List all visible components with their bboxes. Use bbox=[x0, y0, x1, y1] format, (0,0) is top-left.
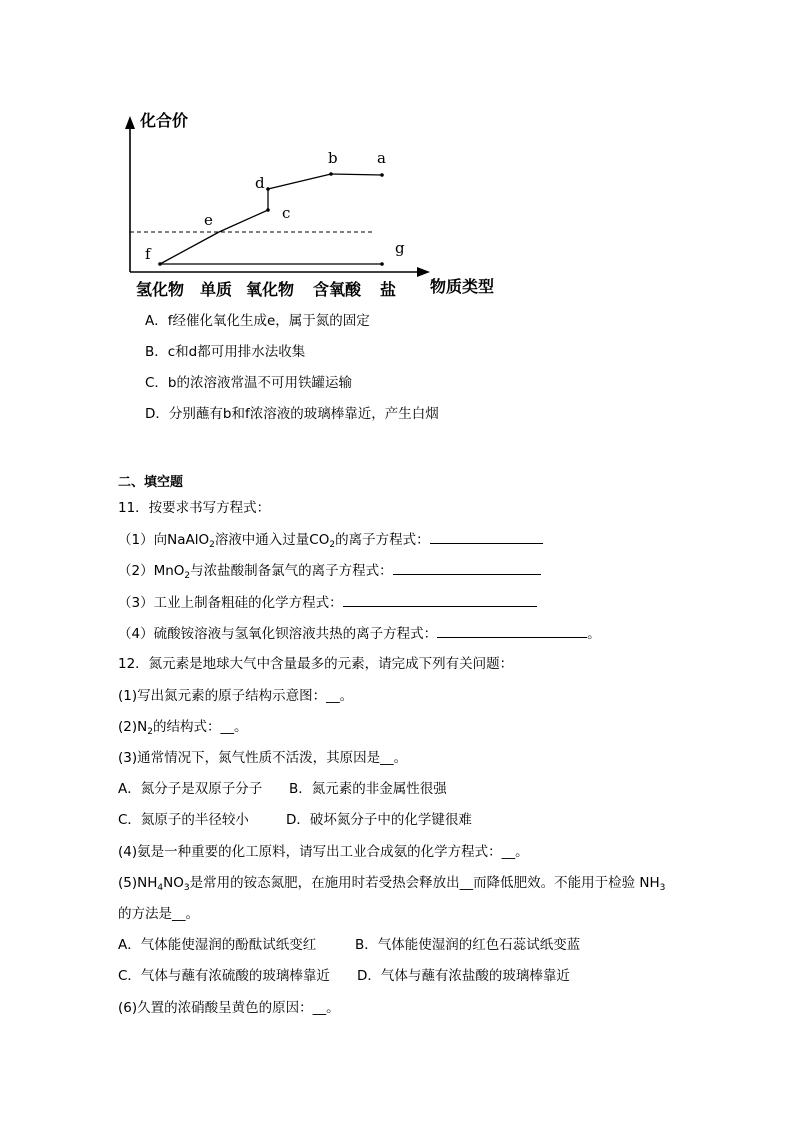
y-axis-label: 化合价 bbox=[140, 111, 189, 130]
q12-part-1: (1)写出氮元素的原子结构示意图：__。 bbox=[118, 688, 354, 704]
point-b bbox=[329, 172, 333, 176]
line-d-b bbox=[268, 174, 331, 189]
q10-option-c: C．b的浓溶液常温不可用铁罐运输 bbox=[145, 375, 352, 391]
q10-option-d: D．分别蘸有b和f浓溶液的玻璃棒靠近，产生白烟 bbox=[145, 406, 439, 422]
q12-p3-option-a: A．氮分子是双原子分子 bbox=[118, 781, 263, 797]
category-hydride: 氢化物 bbox=[136, 280, 185, 299]
x-axis-label: 物质类型 bbox=[430, 277, 495, 296]
q12-p5-option-a: A．气体能使湿润的酚酞试纸变红 bbox=[118, 937, 317, 953]
q12-p3-option-b: B．氮元素的非金属性很强 bbox=[289, 781, 447, 797]
q12-p5-option-d: D．气体与蘸有浓盐酸的玻璃棒靠近 bbox=[357, 968, 570, 984]
diagram-point-label-b: b bbox=[328, 149, 338, 167]
q11-part-4: （4）硫酸铵溶液与氢氧化钡溶液共热的离子方程式： 。 bbox=[118, 623, 601, 644]
category-salt: 盐 bbox=[380, 280, 397, 299]
q11-part-1: （1）向NaAlO$_2$溶液中通入过量$CO_2$的离子方程式： bbox=[118, 529, 543, 555]
diagram-point-label-c: c bbox=[282, 204, 291, 222]
diagram-point-label-g: g bbox=[395, 239, 405, 257]
line-e-c bbox=[219, 210, 268, 232]
q12-part-6: (6)久置的浓硝酸呈黄色的原因：__。 bbox=[118, 1000, 340, 1016]
q12-part-5: $(5)NH_4NO_3$是常用的铵态氮肥，在施用时若受热会释放出__而降低肥效。不能用于检验 $NH_3$ bbox=[118, 875, 666, 893]
point-d bbox=[266, 187, 270, 191]
answer-blank[interactable] bbox=[437, 623, 587, 638]
section-title: 二、填空题 bbox=[118, 475, 184, 490]
point-a bbox=[380, 173, 384, 177]
category-oxide: 氧化物 bbox=[246, 280, 295, 299]
q12-part-5-line-2: 的方法是__。 bbox=[118, 906, 199, 922]
q12-p5-option-b: B．气体能使湿润的红色石蕊试纸变蓝 bbox=[355, 937, 581, 953]
point-f bbox=[158, 262, 162, 266]
answer-blank[interactable] bbox=[343, 592, 537, 607]
q12-part-2: $(2)N_2$的结构式：__。 bbox=[118, 719, 248, 737]
line-b-a bbox=[331, 174, 382, 175]
point-c bbox=[266, 208, 270, 212]
q12-stem: 12．氮元素是地球大气中含量最多的元素，请完成下列有关问题： bbox=[118, 656, 514, 672]
diagram-point-label-e: e bbox=[204, 211, 213, 229]
diagram-point-label-a: a bbox=[377, 149, 386, 167]
category-oxyacid: 含氧酸 bbox=[313, 280, 362, 299]
q12-p3-option-c: C．氮原子的半径较小 bbox=[118, 812, 249, 828]
diagram-point-label-d: d bbox=[255, 174, 265, 192]
q11-stem: 11．按要求书写方程式： bbox=[118, 500, 271, 516]
y-axis-arrow bbox=[125, 116, 135, 129]
q10-option-b: B．c和d都可用排水法收集 bbox=[145, 344, 306, 360]
q12-p5-option-c: C．气体与蘸有浓硫酸的玻璃棒靠近 bbox=[118, 968, 330, 984]
diagram-point-label-f: f bbox=[145, 245, 151, 263]
q11-part-3: （3）工业上制备粗硅的化学方程式： bbox=[118, 592, 537, 613]
q12-part-4: (4)氨是一种重要的化工原料，请写出工业合成氨的化学方程式：__。 bbox=[118, 844, 529, 860]
point-g bbox=[380, 262, 384, 266]
q12-part-3: (3)通常情况下，氮气性质不活泼，其原因是__。 bbox=[118, 750, 408, 766]
category-element: 单质 bbox=[200, 280, 233, 299]
q11-part-2: （2）MnO$_2$与浓盐酸制备氯气的离子方程式： bbox=[118, 560, 541, 586]
x-axis-arrow bbox=[417, 267, 430, 277]
line-f-e bbox=[160, 232, 219, 264]
answer-blank[interactable] bbox=[430, 529, 543, 544]
nitrogen-valence-diagram bbox=[0, 0, 794, 310]
answer-blank[interactable] bbox=[393, 560, 541, 575]
q12-p3-option-d: D．破坏氮分子中的化学键很难 bbox=[286, 812, 472, 828]
q10-option-a: A．f经催化氧化生成e，属于氮的固定 bbox=[145, 313, 370, 329]
